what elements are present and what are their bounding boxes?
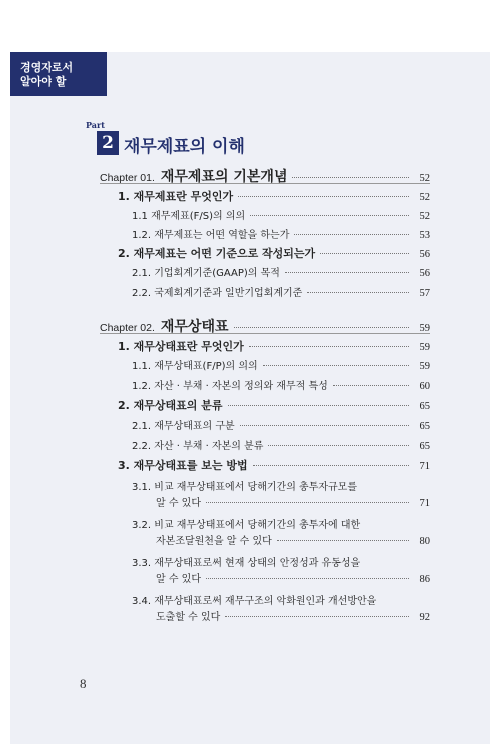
- chapter-label: Chapter 01.: [100, 172, 155, 184]
- item-title-continued: 알 수 있다: [156, 574, 201, 585]
- dot-leader: [238, 196, 409, 197]
- dot-leader: [285, 272, 409, 273]
- part-title: 재무제표의 이해: [124, 137, 245, 157]
- book-tag-line1: 경영자로서: [20, 61, 74, 74]
- dot-leader: [250, 215, 409, 216]
- page-ref: 65: [419, 441, 430, 452]
- dot-leader: [234, 327, 410, 328]
- section-title: 2. 재무제표는 어떤 기준으로 작성되는가: [118, 247, 316, 260]
- toc-item[interactable]: [132, 377, 430, 393]
- item-title-continued: 도출할 수 있다: [156, 612, 221, 623]
- item-title: 1.2. 재무제표는 어떤 역할을 하는가: [132, 230, 290, 241]
- toc-item[interactable]: [132, 264, 430, 280]
- part-word: Part: [86, 120, 105, 130]
- item-title-continued: 자본조달원천을 알 수 있다: [156, 536, 272, 547]
- toc-item[interactable]: [132, 357, 430, 373]
- toc-item[interactable]: [132, 592, 430, 624]
- section-title: 1. 재무제표란 무엇인가: [118, 190, 234, 203]
- section-title: 2. 재무상태표의 분류: [118, 399, 223, 412]
- book-tag: [10, 52, 107, 96]
- item-title: 3.3. 재무상태표로써 현재 상태의 안정성과 유동성을: [132, 558, 361, 569]
- dot-leader: [292, 177, 409, 178]
- item-title: 2.2. 국제회계기준과 일반기업회계기준: [132, 288, 303, 299]
- dot-leader: [320, 253, 409, 254]
- toc-item[interactable]: [132, 516, 430, 548]
- toc-section[interactable]: [118, 397, 430, 413]
- page-ref: 86: [419, 574, 430, 585]
- page-ref: 60: [419, 381, 430, 392]
- dot-leader: [206, 502, 409, 503]
- chapter-divider: [100, 333, 430, 334]
- toc-chapter[interactable]: [100, 166, 430, 185]
- page-ref: 92: [419, 612, 430, 623]
- book-tag-line2: 알아야 할: [20, 75, 67, 88]
- page-ref: 59: [419, 342, 430, 353]
- page-ref: 56: [419, 249, 430, 260]
- toc-item[interactable]: [132, 284, 430, 300]
- item-title: 2.1. 기업회계기준(GAAP)의 목적: [132, 268, 280, 279]
- page-ref: 52: [419, 211, 430, 222]
- item-title-continued: 알 수 있다: [156, 498, 201, 509]
- toc-item[interactable]: [132, 417, 430, 433]
- toc-item[interactable]: [132, 207, 430, 223]
- page-ref: 59: [419, 323, 430, 334]
- toc-item[interactable]: [132, 437, 430, 453]
- page-ref: 71: [419, 498, 430, 509]
- item-title: 3.2. 비교 재무상태표에서 당해기간의 총투자에 대한: [132, 520, 361, 531]
- dot-leader: [263, 365, 409, 366]
- section-title: 1. 재무상태표란 무엇인가: [118, 340, 244, 353]
- page-ref: 57: [419, 288, 430, 299]
- toc-chapter[interactable]: [100, 316, 430, 335]
- item-title: 1.1. 재무상태표(F/P)의 의의: [132, 361, 258, 372]
- page-ref: 65: [419, 421, 430, 432]
- toc-section[interactable]: [118, 245, 430, 261]
- page-ref: 52: [419, 192, 430, 203]
- item-title: 1.1 재무제표(F/S)의 의의: [132, 211, 246, 222]
- page-number: 8: [80, 676, 87, 691]
- page-ref: 65: [419, 401, 430, 412]
- dot-leader: [249, 346, 409, 347]
- toc-item[interactable]: [132, 226, 430, 242]
- page-ref: 52: [419, 173, 430, 184]
- dot-leader: [225, 616, 409, 617]
- chapter-label: Chapter 02.: [100, 322, 155, 334]
- section-title: 3. 재무상태표를 보는 방법: [118, 459, 248, 472]
- dot-leader: [206, 578, 409, 579]
- page-ref: 53: [419, 230, 430, 241]
- dot-leader: [277, 540, 409, 541]
- page-ref: 71: [419, 461, 430, 472]
- dot-leader: [333, 385, 409, 386]
- toc-section[interactable]: [118, 338, 430, 354]
- part-number: 2: [97, 131, 119, 155]
- toc-section[interactable]: [118, 457, 430, 473]
- item-title: 2.2. 자산 · 부채 · 자본의 분류: [132, 441, 264, 452]
- dot-leader: [294, 234, 409, 235]
- page-ref: 59: [419, 361, 430, 372]
- dot-leader: [228, 405, 410, 406]
- toc-item[interactable]: [132, 554, 430, 586]
- dot-leader: [307, 292, 409, 293]
- item-title: 1.2. 자산 · 부채 · 자본의 정의와 재무적 특성: [132, 381, 328, 392]
- dot-leader: [240, 425, 409, 426]
- dot-leader: [268, 445, 409, 446]
- chapter-divider: [100, 183, 430, 184]
- dot-leader: [253, 465, 409, 466]
- page-ref: 56: [419, 268, 430, 279]
- toc-item[interactable]: [132, 478, 430, 510]
- chapter-title: 재무상태표: [160, 319, 229, 335]
- item-title: 3.1. 비교 재무상태표에서 당해기간의 총투자규모를: [132, 482, 357, 493]
- chapter-title: 재무제표의 기본개념: [160, 169, 288, 185]
- item-title: 2.1. 재무상태표의 구분: [132, 421, 235, 432]
- item-title: 3.4. 재무상태표로써 재무구조의 악화원인과 개선방안을: [132, 596, 377, 607]
- toc-section[interactable]: [118, 188, 430, 204]
- page-ref: 80: [419, 536, 430, 547]
